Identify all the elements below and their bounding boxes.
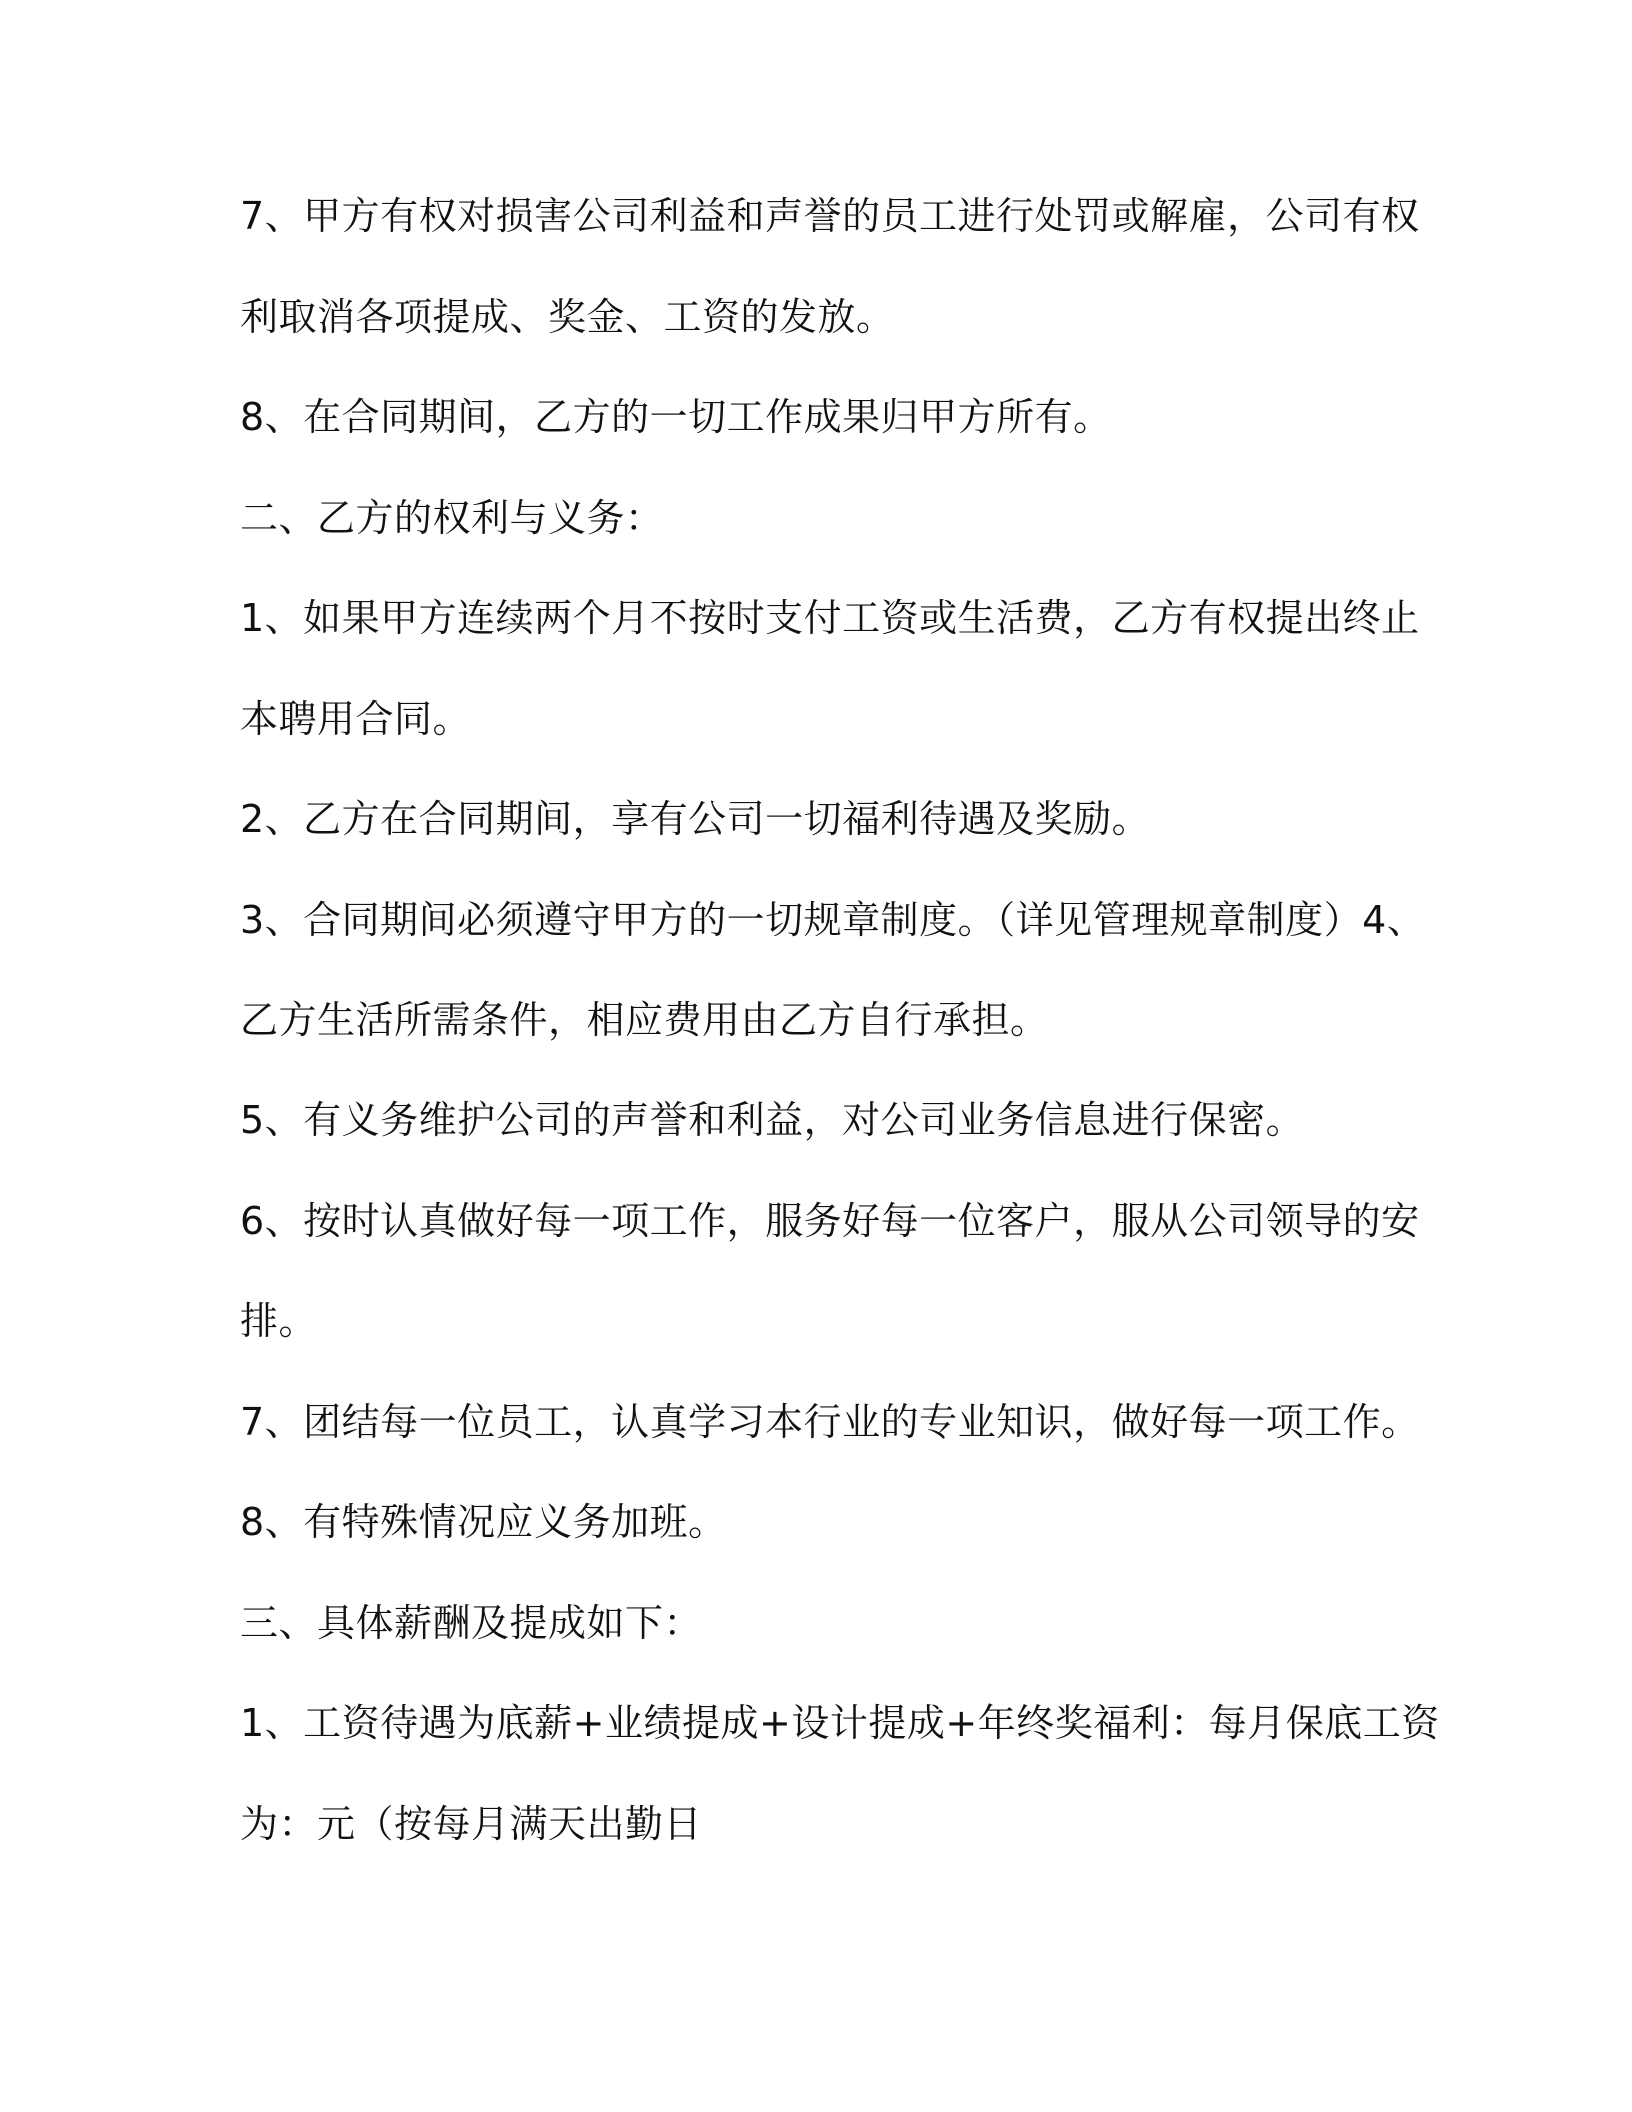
text-line: 排。 (240, 1299, 318, 1343)
text-line: 8、在合同期间，乙方的一切工作成果归甲方所有。 (240, 395, 1112, 439)
section-heading: 三、具体薪酬及提成如下： (240, 1601, 703, 1645)
text-line: 1、工资待遇为底薪+业绩提成+设计提成+年终奖福利：每月保底工资 (240, 1701, 1440, 1745)
text-line: 7、甲方有权对损害公司利益和声誉的员工进行处罚或解雇，公司有权 (240, 194, 1420, 238)
text-line: 为：元（按每月满天出勤日 (240, 1802, 703, 1846)
text-line: 利取消各项提成、奖金、工资的发放。 (240, 295, 895, 339)
text-line: 本聘用合同。 (240, 697, 472, 741)
text-line: 8、有特殊情况应义务加班。 (240, 1500, 727, 1544)
text-line: 乙方生活所需条件，相应费用由乙方自行承担。 (240, 998, 1049, 1042)
text-line: 5、有义务维护公司的声誉和利益，对公司业务信息进行保密。 (240, 1098, 1305, 1142)
text-line: 3、合同期间必须遵守甲方的一切规章制度。（详见管理规章制度）4、 (240, 898, 1426, 942)
section-heading: 二、乙方的权利与义务： (240, 496, 664, 540)
text-line: 2、乙方在合同期间，享有公司一切福利待遇及奖励。 (240, 797, 1151, 841)
text-line: 6、按时认真做好每一项工作，服务好每一位客户，服从公司领导的安 (240, 1199, 1420, 1243)
text-line: 7、团结每一位员工，认真学习本行业的专业知识，做好每一项工作。 (240, 1400, 1420, 1444)
text-line: 1、如果甲方连续两个月不按时支付工资或生活费，乙方有权提出终止 (240, 596, 1420, 640)
